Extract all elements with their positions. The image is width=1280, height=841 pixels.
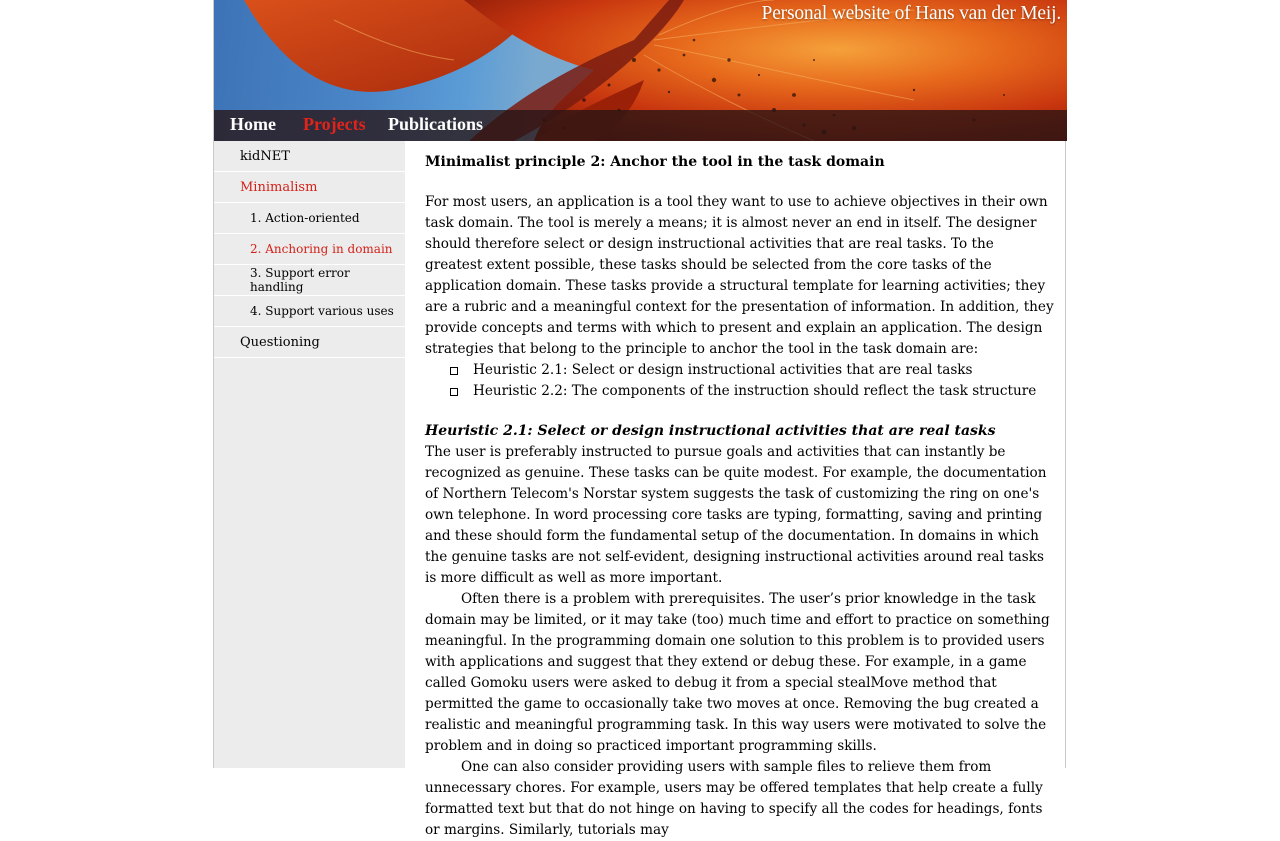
sidebar-item-support-error-handling[interactable]: 3. Support error handling — [214, 265, 405, 296]
sidebar-item-minimalism[interactable]: Minimalism — [214, 172, 405, 203]
body-paragraph: One can also consider providing users with sample files to relieve them from unnecessary chores. For example, users may be offered templates that help create a fully formatted text but that do not hinge on having to specify all the codes for headings, fonts or margins. Similarly, tutorials may — [425, 759, 1043, 838]
intro-paragraph: For most users, an application is a tool they want to use to achieve objectives in their own task domain. The tool is merely a means; it is almost never an end in itself. The designer should therefore select or design instructional activities that are real tasks. To the greatest extent possible, these tasks should be selected from the core tasks of the application domain. These tasks provide a structural template for learning activities; they are a rubric and a meaningful context for the presentation of information. In addition, they provide concepts and terms with which to present and explain an application. The design strategies that belong to the principle to anchor the tool in the task domain are: — [425, 194, 1054, 357]
heuristic-label: Heuristic 2.1: Select or design instructional activities that are real tasks — [473, 362, 973, 378]
square-bullet-icon — [450, 388, 458, 396]
nav-home[interactable]: Home — [230, 114, 276, 134]
top-navigation — [214, 110, 1067, 141]
body-paragraph: Often there is a problem with prerequisites. The user’s prior knowledge in the task domain may be limited, or it may take (too) much time and effort to practice on something meaningful. In the programming domain one solution to this problem is to provided users with applications and suggest that they extend or debug these. For example, in a game called Gomoku users were asked to debug it from a special stealMove method that permitted the game to occasionally take two moves at once. Removing the bug created a realistic and meaningful programming task. In this way users were motivated to solve the problem and in doing so practiced important programming skills. — [425, 591, 1050, 754]
site-title: Personal website of Hans van der Meij. — [761, 3, 1061, 24]
heuristics-list — [425, 360, 1055, 402]
heuristic-label: Heuristic 2.2: The components of the instruction should reflect the task structure — [473, 383, 1037, 399]
main-content — [425, 141, 1055, 841]
body-paragraph: The user is preferably instructed to pursue goals and activities that can instantly be recognized as genuine. These tasks can be quite modest. For example, the documentation of Northern Telecom's Norstar system suggests the task of customizing the ring on one's own telephone. In word processing core tasks are typing, formatting, saving and printing and these should form the fundamental setup of the documentation. In domains in which the genuine tasks are not self-evident, designing instructional activities around real tasks is more difficult as well as more important. — [425, 444, 1047, 586]
sidebar-item-action-oriented[interactable]: 1. Action-oriented — [214, 203, 405, 234]
section-heading: Heuristic 2.1: Select or design instructional activities that are real tasks — [425, 423, 996, 439]
nav-projects[interactable]: Projects — [303, 114, 366, 134]
sidebar-item-kidnet[interactable]: kidNET — [214, 141, 405, 172]
list-item — [453, 360, 1055, 381]
sidebar-item-questioning[interactable]: Questioning — [214, 327, 405, 358]
page-frame — [213, 0, 1066, 838]
sidebar-item-support-various-uses[interactable]: 4. Support various uses — [214, 296, 405, 327]
sidebar — [214, 141, 405, 768]
header-banner — [214, 0, 1067, 141]
square-bullet-icon — [450, 367, 458, 375]
list-item — [453, 381, 1055, 402]
sidebar-item-anchoring-in-domain[interactable]: 2. Anchoring in domain — [214, 234, 405, 265]
nav-publications[interactable]: Publications — [388, 114, 484, 134]
page-title: Minimalist principle 2: Anchor the tool in the task domain — [425, 154, 885, 170]
